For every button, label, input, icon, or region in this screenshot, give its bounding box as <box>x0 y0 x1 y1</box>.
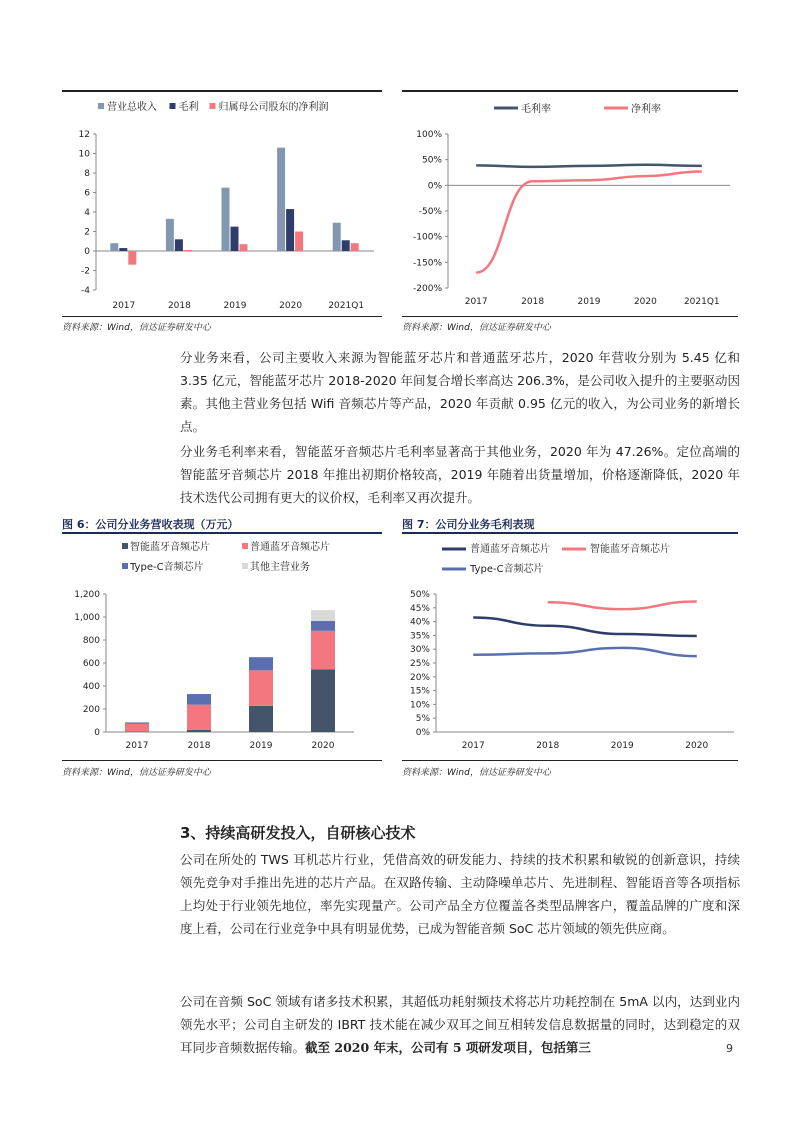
paragraph-segment-margin: 分业务毛利率来看，智能蓝牙音频芯片毛利率显著高于其他业务，2020 年为 47.26%。定位高端的智能蓝牙音频芯片 2018 年推出初期价格较高，2019 年随着出货量增加，价格逐渐降低，2020 年技术迭代公司拥有更大的议价权，毛利率又再次提升。 <box>180 444 740 505</box>
y-tick-label: 1,200 <box>74 590 100 600</box>
section-heading: 3、持续高研发投入，自研核心技术 <box>180 824 416 842</box>
y-tick-label: 4 <box>84 208 90 218</box>
y-tick-label: 800 <box>82 636 100 646</box>
figure-7-title: 图 7：公司分业务毛利表现 <box>402 518 535 531</box>
legend-label: 智能蓝牙音频芯片 <box>130 542 210 553</box>
y-tick-label: -200% <box>413 284 442 294</box>
x-tick-label: 2017 <box>464 297 488 307</box>
paragraph-rd: 公司在所处的 TWS 耳机芯片行业，凭借高效的研发能力、持续的技术积累和敏锐的创新意识，持续领先竞争对手推出先进的芯片产品。在双路传输、主动降噪单芯片、先进制程、智能语音等各项指标上均处于行业领先地位，率先实现量产。公司产品全方位覆盖各类型品牌客户，覆盖品牌的广度和深度上看，公司在行业竞争中具有明显优势，已成为智能音频 SoC 芯片领域的领先供应商。 <box>180 852 740 936</box>
x-tick-label: 2017 <box>461 741 485 751</box>
series-line <box>476 165 702 167</box>
stacked-bar-segment <box>187 730 211 732</box>
paragraph-tech-text: 公司在音频 SoC 领域有诸多技术积累，其超低功耗射频技术将芯片功耗控制在 5mA 以内，达到业内领先水平；公司自主研发的 IBRT 技术能在减少双耳之间互相转发信息数据量的同时，达到稳定的双耳同步音频数据传输。 <box>180 994 740 1055</box>
page-number: 9 <box>726 1042 733 1055</box>
y-tick-label: -150% <box>413 258 442 269</box>
y-tick-label: 30% <box>409 645 430 656</box>
x-tick-label: 2019 <box>610 741 634 751</box>
x-tick-label: 2019 <box>577 297 601 307</box>
figure-7-rule <box>402 532 738 534</box>
x-tick-label: 2020 <box>311 741 335 751</box>
legend-swatch <box>170 103 176 109</box>
bar <box>342 240 350 251</box>
bar <box>175 239 183 251</box>
bar <box>351 243 359 251</box>
y-tick-label: -50% <box>418 207 442 217</box>
figure-6-rule <box>62 532 382 534</box>
stacked-bar-segment <box>249 657 273 670</box>
bottom-rule-left <box>62 760 382 761</box>
bar <box>110 243 118 251</box>
legend-label: 普通蓝牙音频芯片 <box>250 542 330 553</box>
series-line <box>473 617 697 635</box>
x-tick-label: 2021Q1 <box>328 301 365 311</box>
legend-swatch <box>122 543 128 549</box>
y-tick-label: 0 <box>94 728 100 738</box>
y-tick-label: 25% <box>409 659 430 669</box>
top-rule-left <box>62 90 382 92</box>
figure-6-title: 图 6：公司分业务营收表现（万元） <box>62 518 239 531</box>
legend-label: 智能蓝牙音频芯片 <box>590 544 670 555</box>
bar <box>240 244 248 251</box>
x-tick-label: 2018 <box>167 301 191 311</box>
legend-label: Type-C音频芯片 <box>470 564 544 575</box>
legend-label: 净利率 <box>631 104 661 115</box>
bottom-rule-left <box>62 316 382 317</box>
y-tick-label: 45% <box>409 603 430 614</box>
bar <box>295 232 303 252</box>
y-tick-label: 40% <box>409 617 430 628</box>
bar <box>231 227 239 251</box>
bottom-rule-right <box>402 760 738 761</box>
stacked-bar-segment <box>187 705 211 730</box>
bar <box>166 219 174 251</box>
x-tick-label: 2021Q1 <box>683 297 720 307</box>
x-tick-label: 2017 <box>125 741 149 751</box>
x-tick-label: 2017 <box>112 301 136 311</box>
y-tick-label: 400 <box>82 682 100 692</box>
y-tick-label: 35% <box>409 631 430 642</box>
segment-margin-line-chart <box>402 538 738 758</box>
legend-label: Type-C音频芯片 <box>130 562 204 573</box>
source-note: 资料来源：Wind，信达证券研发中心 <box>62 768 211 778</box>
stacked-bar-segment <box>187 694 211 705</box>
legend-label: 毛利 <box>178 102 199 113</box>
x-tick-label: 2019 <box>223 301 247 311</box>
y-tick-label: 0 <box>84 247 90 257</box>
y-tick-label: 20% <box>409 672 430 683</box>
bar <box>286 209 294 251</box>
bar <box>184 250 192 251</box>
x-tick-label: 2018 <box>187 741 211 751</box>
y-tick-label: 10 <box>78 149 90 160</box>
legend-label: 普通蓝牙音频芯片 <box>470 544 550 555</box>
y-tick-label: 6 <box>84 188 90 199</box>
x-tick-label: 2019 <box>249 741 273 751</box>
top-rule-right <box>402 90 738 92</box>
series-line <box>473 648 697 656</box>
series-line <box>476 171 702 272</box>
y-tick-label: -4 <box>81 286 90 296</box>
y-tick-label: 10% <box>409 700 430 711</box>
source-note: 资料来源：Wind，信达证券研发中心 <box>402 323 551 333</box>
y-tick-label: 600 <box>82 659 100 669</box>
y-tick-label: 12 <box>78 130 90 140</box>
y-tick-label: 0% <box>415 728 430 738</box>
source-note: 资料来源：Wind，信达证券研发中心 <box>62 323 211 333</box>
paragraph-segment-revenue: 分业务来看，公司主要收入来源为智能蓝牙芯片和普通蓝牙芯片，2020 年营收分别为 5.45 亿和 3.35 亿元，智能蓝牙芯片 2018-2020 年间复合增长率高达 206.3%，是公司收入提升的主要驱动因素。其他主营业务包括 Wifi 音频芯片等产品，2020 年贡献 0.95 亿元的收入，为公司业务的新增长点。 <box>180 350 740 434</box>
y-tick-label: 5% <box>415 714 430 725</box>
bar <box>128 251 136 265</box>
revenue-profit-bar-chart <box>62 96 382 316</box>
y-tick-label: 2 <box>84 227 90 238</box>
series-line <box>548 601 697 609</box>
stacked-bar-segment <box>311 631 335 670</box>
source-note: 资料来源：Wind，信达证券研发中心 <box>402 768 551 778</box>
bar <box>333 223 341 251</box>
x-tick-label: 2018 <box>536 741 560 751</box>
y-tick-label: 8 <box>84 169 90 179</box>
y-tick-label: 0% <box>427 181 442 192</box>
stacked-bar-segment <box>249 670 273 705</box>
legend-swatch <box>122 563 128 569</box>
legend-label: 其他主营业务 <box>250 562 310 573</box>
y-tick-label: 1,000 <box>74 613 100 623</box>
bar <box>119 248 127 251</box>
bar <box>222 188 230 251</box>
legend-label: 毛利率 <box>521 104 551 115</box>
margin-line-chart <box>402 96 738 316</box>
y-tick-label: 200 <box>82 705 100 715</box>
x-tick-label: 2020 <box>279 301 303 311</box>
legend-swatch <box>210 103 216 109</box>
x-tick-label: 2020 <box>633 297 657 307</box>
y-tick-label: 100% <box>416 130 442 140</box>
x-tick-label: 2020 <box>685 741 709 751</box>
paragraph-tech <box>180 990 740 1059</box>
legend-label: 营业总收入 <box>107 102 157 113</box>
stacked-bar-segment <box>311 669 335 732</box>
legend-label: 归属母公司股东的净利润 <box>218 102 329 113</box>
y-tick-label: 50% <box>421 155 442 166</box>
legend-swatch <box>98 103 104 109</box>
stacked-bar-segment <box>311 610 335 621</box>
y-tick-label: -2 <box>81 266 90 277</box>
paragraph-tech-bold: 截至 2020 年末，公司有 5 项研发项目，包括第三 <box>305 1040 591 1055</box>
stacked-bar-segment <box>249 706 273 732</box>
segment-revenue-stacked-chart <box>62 538 382 758</box>
legend-swatch <box>242 543 248 549</box>
stacked-bar-segment <box>125 722 149 723</box>
x-tick-label: 2018 <box>521 297 545 307</box>
y-tick-label: 50% <box>409 590 430 600</box>
bar <box>277 148 285 251</box>
y-tick-label: -100% <box>413 232 442 243</box>
bottom-rule-right <box>402 316 738 317</box>
y-tick-label: 15% <box>409 686 430 697</box>
stacked-bar-segment <box>125 724 149 732</box>
stacked-bar-segment <box>311 621 335 631</box>
legend-swatch <box>242 563 248 569</box>
